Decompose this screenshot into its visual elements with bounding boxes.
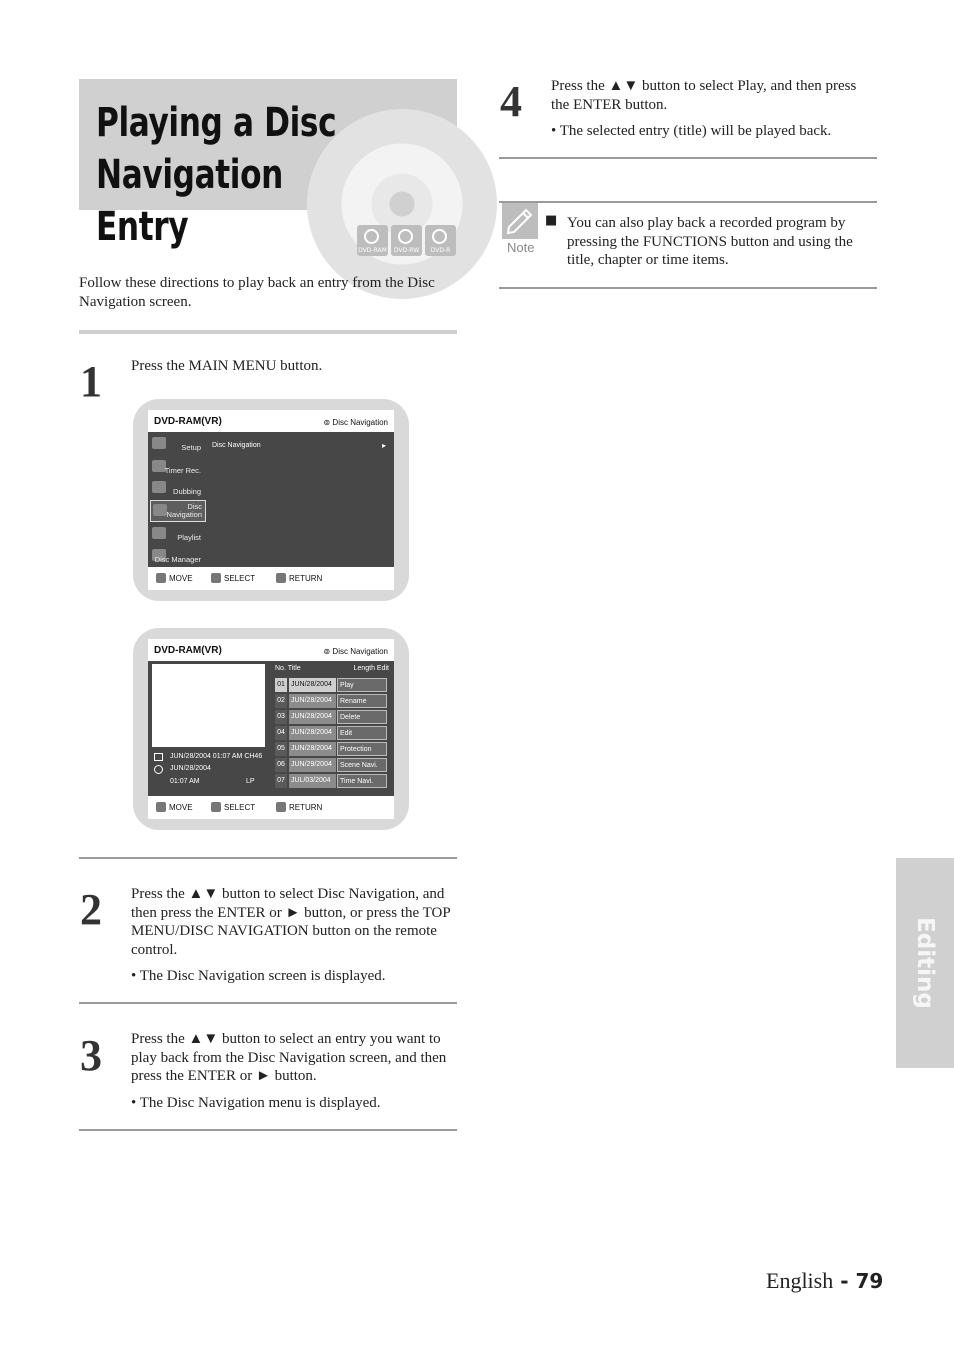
option-edit[interactable]: Edit (337, 726, 387, 740)
pencil-icon (502, 203, 538, 239)
note-text: You can also play back a recorded program by pressing the FUNCTIONS button and using the title, chapter or time items. (567, 215, 853, 268)
step-bullet: • The selected entry (title) will be played back. (551, 123, 832, 139)
divider (499, 287, 877, 289)
dubbing-icon (152, 481, 166, 493)
select-icon (211, 573, 221, 583)
move-hint: MOVE (156, 573, 193, 583)
page-number: English - 79 (766, 1268, 884, 1293)
move-icon (156, 573, 166, 583)
menu-item-disc-manager[interactable]: Disc Manager (150, 546, 204, 566)
divider (79, 1129, 457, 1131)
step-number: 1 (80, 357, 102, 406)
disc-type-label: DVD-RAM(VR) (154, 645, 222, 656)
table-row[interactable]: 06 JUN/29/2004 Scene Navi. (275, 758, 391, 772)
side-tab-label: Editing (912, 917, 938, 1009)
disc-type-icons (357, 225, 456, 256)
osd-header (148, 410, 394, 432)
disc-navigation-icon (153, 504, 167, 516)
osd-footer (148, 568, 394, 590)
step-text: Press the ▲▼ button to select Disc Navigation, and then press the ENTER or ► button, or press the TOP MENU/DISC NAVIGATION button on the remote control. (131, 886, 451, 958)
step-text: Press the ▲▼ button to select an entry you want to play back from the Disc Navigation screen, and then press the ENTER or ► button. (131, 1031, 447, 1084)
page-title: Playing a Disc Navigation Entry (96, 100, 337, 250)
return-icon (276, 802, 286, 812)
osd-body (148, 661, 394, 796)
dvd-rw-icon: DVD-RW (391, 225, 422, 256)
arrow-right-icon: ▸ (381, 441, 386, 450)
divider (79, 330, 457, 334)
move-icon (156, 802, 166, 812)
entry-info: JUN/28/2004 01:07 AM CH46 JUN/28/2004 01:07 AM LP (152, 749, 265, 793)
osd-body (148, 432, 394, 567)
intro-text: Follow these directions to play back an entry from the Disc Navigation screen. (79, 275, 435, 310)
clock-icon (154, 765, 163, 774)
table-row[interactable]: 04 JUN/28/2004 Edit (275, 726, 391, 740)
select-hint: SELECT (211, 802, 255, 812)
note-label: Note (507, 240, 535, 255)
osd-screen (148, 639, 394, 819)
step-number: 3 (80, 1031, 102, 1080)
osd-screen (148, 410, 394, 590)
step-text: Press the MAIN MENU button. (131, 358, 323, 374)
setup-icon (152, 437, 166, 449)
menu-item-setup[interactable]: Setup (150, 434, 204, 454)
playlist-icon (152, 527, 166, 539)
step-number: 2 (80, 885, 102, 934)
table-row[interactable]: 07 JUL/03/2004 Time Navi. (275, 774, 391, 788)
submenu-label: Disc Navigation (212, 442, 261, 449)
side-tab (896, 858, 954, 1068)
return-hint: RETURN (276, 802, 322, 812)
option-protection[interactable]: Protection (337, 742, 387, 756)
table-row[interactable]: 01 JUN/28/2004 Play (275, 678, 391, 692)
tv-screen-disc-navigation (133, 628, 409, 830)
mode-label: ⊚ Disc Navigation (323, 418, 388, 427)
move-hint: MOVE (156, 802, 193, 812)
option-play[interactable]: Play (337, 678, 387, 692)
divider (79, 1002, 457, 1004)
calendar-icon (154, 753, 163, 761)
mode-label: ⊚ Disc Navigation (323, 647, 388, 656)
step-bullet: • The Disc Navigation screen is displayed. (131, 968, 386, 984)
return-icon (276, 573, 286, 583)
menu-item-playlist[interactable]: Playlist (150, 524, 204, 544)
title-banner (79, 79, 457, 250)
step-text: Press the ▲▼ button to select Play, and then press the ENTER button. (551, 78, 857, 113)
step-number: 4 (500, 77, 522, 126)
option-rename[interactable]: Rename (337, 694, 387, 708)
osd-header (148, 639, 394, 661)
table-row[interactable]: 02 JUN/28/2004 Rename (275, 694, 391, 708)
divider (79, 857, 457, 859)
menu-item-dubbing[interactable]: Dubbing (150, 478, 204, 498)
option-delete[interactable]: Delete (337, 710, 387, 724)
menu-item-disc-navigation[interactable]: Disc Navigation (150, 500, 206, 522)
table-row[interactable]: 05 JUN/28/2004 Protection (275, 742, 391, 756)
dvd-ram-icon: DVD-RAM (357, 225, 388, 256)
osd-footer (148, 797, 394, 819)
menu-item-timer-rec[interactable]: Timer Rec. (150, 457, 204, 477)
record-mode: LP (246, 778, 255, 785)
option-scene-navi[interactable]: Scene Navi. (337, 758, 387, 772)
step-bullet: • The Disc Navigation menu is displayed. (131, 1095, 381, 1111)
divider (499, 157, 877, 159)
note-marker: ■ (545, 213, 558, 228)
select-hint: SELECT (211, 573, 255, 583)
disc-type-label: DVD-RAM(VR) (154, 416, 222, 427)
dvd-r-icon: DVD-R (425, 225, 456, 256)
table-row[interactable]: 03 JUN/28/2004 Delete (275, 710, 391, 724)
option-time-navi[interactable]: Time Navi. (337, 774, 387, 788)
tv-screen-main-menu (133, 399, 409, 601)
title-list: No. Title Length Edit 01 JUN/28/2004 Play 02 JUN/28/2004 Rename 03 JUN/28/2004 Delete 04 JUN/28/2004 Edit 05 JUN/28/2004 Protection 06 JUN/29/2004 Scene Navi. 07 JUL/03/2004 Time Navi. (275, 665, 391, 795)
divider (499, 201, 877, 203)
return-hint: RETURN (276, 573, 322, 583)
select-icon (211, 802, 221, 812)
preview-window (152, 664, 265, 747)
